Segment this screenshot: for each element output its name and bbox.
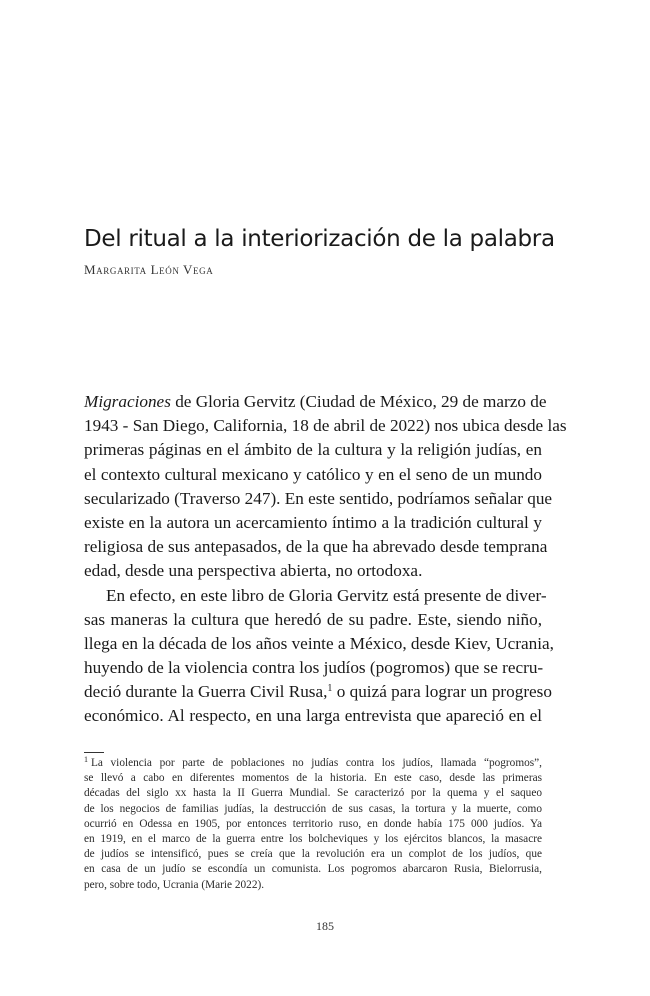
text-line: secularizado (Traverso 247). En este sentido, podríamos señalar que [84, 488, 553, 508]
text-line: edad, desde una perspectiva abierta, no ortodoxa. [84, 561, 423, 581]
footnote-line: en casa de un judío se escondía un comunista. Los pogromos abarcaron Rusia, Bielorrusia, [84, 863, 542, 876]
footnote-reference[interactable]: 1 [327, 683, 333, 695]
text-line: primeras páginas en el ámbito de la cultura y la religión judías, en [84, 440, 542, 460]
footnote-line: pero, sobre todo, Ucrania (Marie 2022). [84, 878, 265, 891]
text-line: deció durante la Guerra Civil Rusa,$^1$ o quizá para lograr un progreso [84, 682, 552, 702]
text-line: huyendo de la violencia contra los judíos (pogromos) que se recru- [84, 658, 544, 678]
footnote-divider [84, 752, 104, 753]
paragraph [84, 390, 567, 584]
text-line: económico. Al respecto, en una larga entrevista que apareció en el [84, 706, 542, 726]
book-title-italic: Migraciones [84, 392, 171, 411]
text-line: sas maneras la cultura que heredó de su padre. Este, siendo niño, [84, 609, 542, 629]
text-line: Migraciones de Gloria Gervitz (Ciudad de México, 29 de marzo de [84, 392, 547, 411]
footnote-line: décadas del siglo xx hasta la II Guerra Mundial. Se caracterizó por la quema y el saqueo [84, 787, 542, 800]
footnote [84, 756, 542, 893]
chapter-title: Del ritual a la interiorización de la palabra [84, 226, 555, 252]
footnote-number: 1 [84, 755, 88, 764]
footnote-line: de los negocios de familias judías, la destrucción de sus casas, la tortura y la muerte, como [84, 802, 542, 815]
text-line: religiosa de sus antepasados, de la que ha abrevado desde temprana [84, 537, 548, 557]
paragraph [84, 584, 554, 729]
footnote-line: se llevó a cabo en diferentes momentos de la historia. En este caso, desde las primeras [84, 772, 542, 785]
text-line: el contexto cultural mexicano y católico y en el seno de un mundo [84, 464, 542, 484]
footnote-line: de judíos se intensificó, pues se creía que la revolución era un complot de los judíos, que [84, 848, 542, 861]
text-line: En efecto, en este libro de Gloria Gervitz está presente de diver- [106, 585, 547, 605]
text-line: existe en la autora un acercamiento íntimo a la tradición cultural y [84, 512, 542, 532]
footnote-line: $^1$ La violencia por parte de poblaciones no judías contra los judíos, llamada “pogromos”, [84, 755, 542, 769]
footnote-line: en 1919, en el marco de la guerra entre los bolcheviques y los ejércitos blancos, la masacre [84, 832, 542, 845]
text-line: llega en la década de los años veinte a México, desde Kiev, Ucrania, [84, 633, 554, 653]
chapter-author: Margarita León Vega [84, 262, 214, 277]
footnote-line: ocurrió en Odessa en 1905, por entonces territorio ruso, en donde había 175 000 judíos. Ya [84, 817, 542, 830]
text-line: 1943 - San Diego, California, 18 de abril de 2022) nos ubica desde las [84, 416, 567, 436]
page-number: 185 [316, 919, 334, 933]
body-text [84, 390, 567, 729]
